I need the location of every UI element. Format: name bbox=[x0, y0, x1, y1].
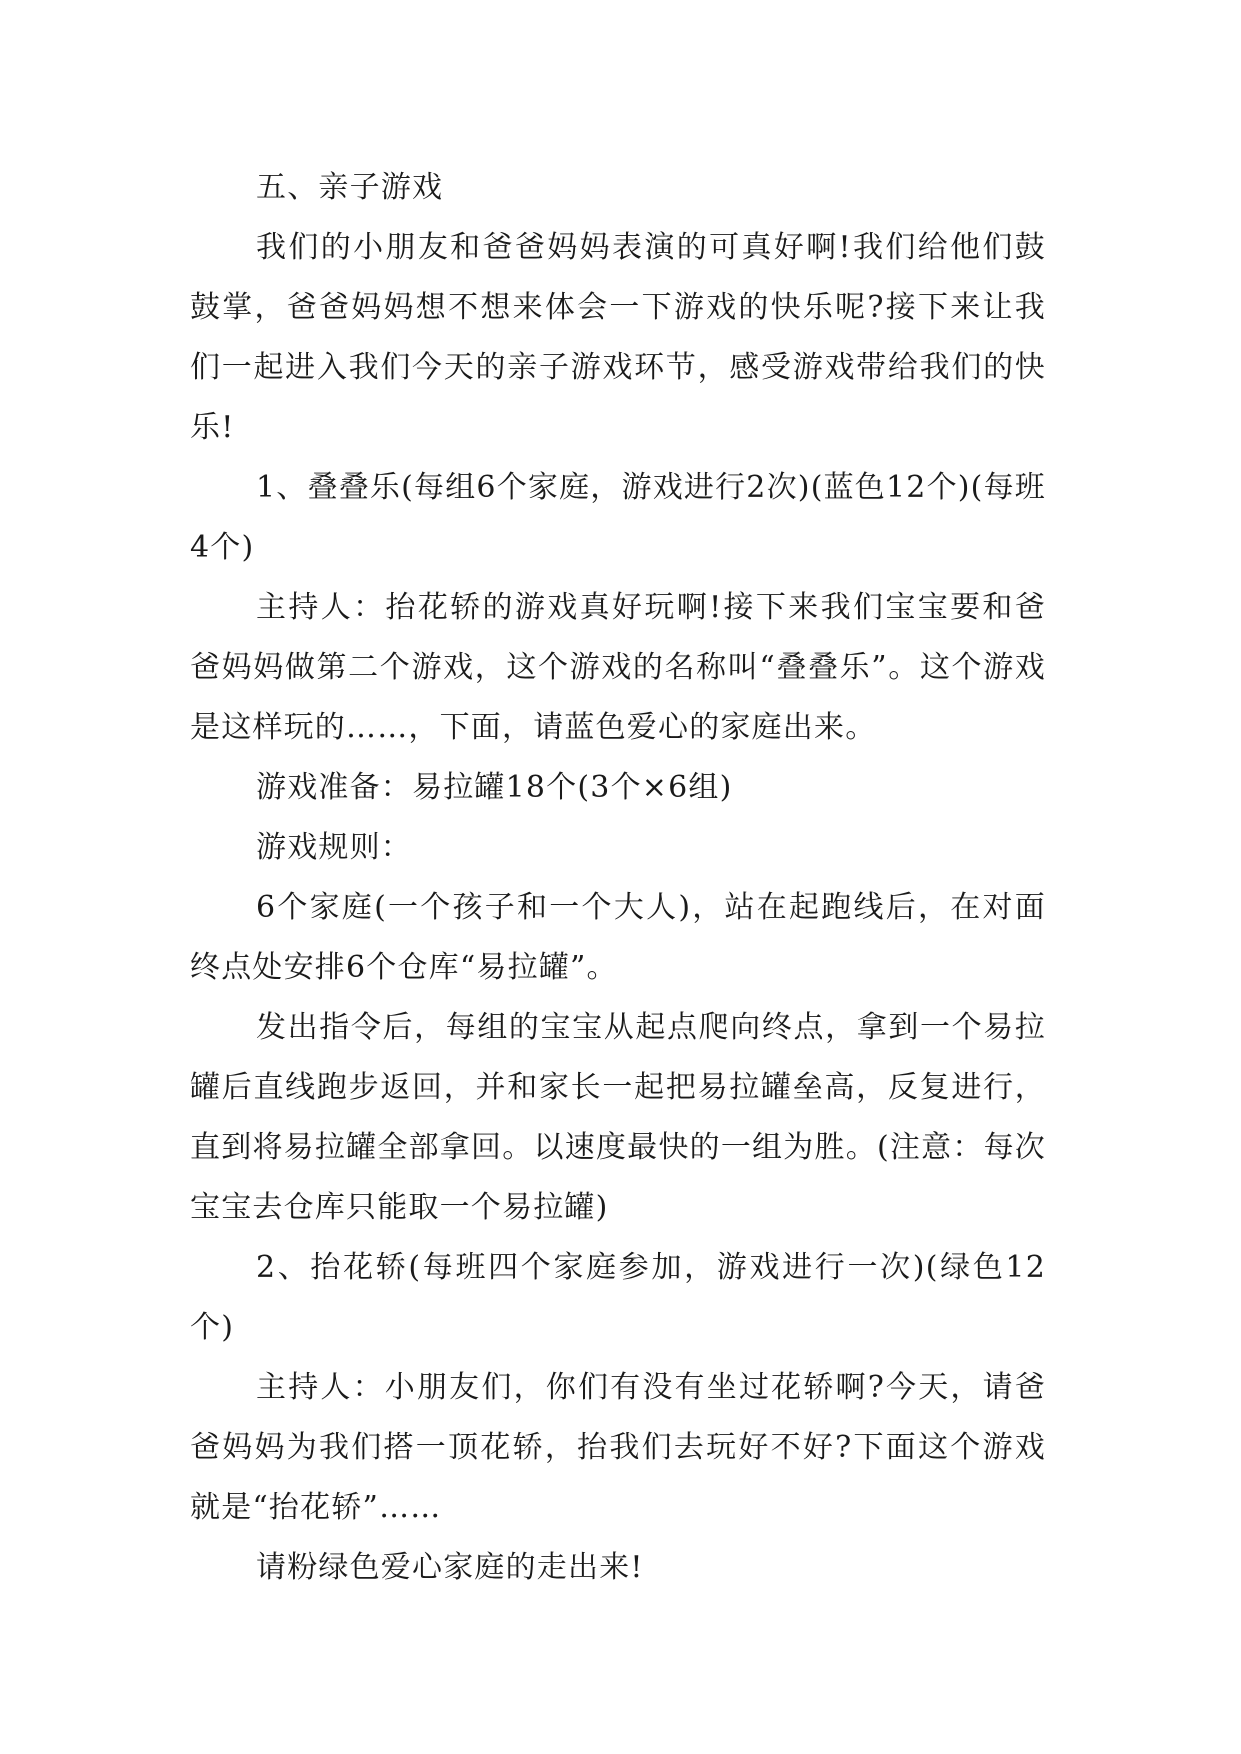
host-speech-2: 主持人：小朋友们，你们有没有坐过花轿啊?今天，请爸爸妈妈为我们搭一顶花轿，抬我们去玩好不好?下面这个游戏就是“抬花轿”…… bbox=[190, 1370, 1046, 1525]
document-body bbox=[190, 158, 1046, 1598]
closing-call: 请粉绿色爱心家庭的走出来! bbox=[256, 1550, 644, 1585]
intro-paragraph: 我们的小朋友和爸爸妈妈表演的可真好啊!我们给他们鼓鼓掌，爸爸妈妈想不想来体会一下游戏的快乐呢?接下来让我们一起进入我们今天的亲子游戏环节，感受游戏带给我们的快乐! bbox=[190, 230, 1046, 445]
host-speech-1: 主持人：抬花轿的游戏真好玩啊!接下来我们宝宝要和爸爸妈妈做第二个游戏，这个游戏的名称叫“叠叠乐”。这个游戏是这样玩的……，下面，请蓝色爱心的家庭出来。 bbox=[190, 590, 1046, 745]
game-2-title: 2、抬花轿(每班四个家庭参加，游戏进行一次)(绿色12个) bbox=[190, 1250, 1046, 1345]
game-1-title: 1、叠叠乐(每组6个家庭，游戏进行2次)(蓝色12个)(每班4个) bbox=[190, 470, 1046, 565]
game-rules-detail: 发出指令后，每组的宝宝从起点爬向终点，拿到一个易拉罐后直线跑步返回，并和家长一起把易拉罐垒高，反复进行，直到将易拉罐全部拿回。以速度最快的一组为胜。(注意：每次宝宝去仓库只能取一个易拉罐) bbox=[190, 1010, 1046, 1225]
game-preparation: 游戏准备：易拉罐18个(3个×6组) bbox=[256, 770, 733, 805]
game-rules-setup: 6个家庭(一个孩子和一个大人)，站在起跑线后，在对面终点处安排6个仓库“易拉罐”。 bbox=[190, 890, 1046, 985]
game-rules-heading: 游戏规则： bbox=[256, 830, 412, 865]
section-heading: 五、亲子游戏 bbox=[256, 170, 444, 205]
